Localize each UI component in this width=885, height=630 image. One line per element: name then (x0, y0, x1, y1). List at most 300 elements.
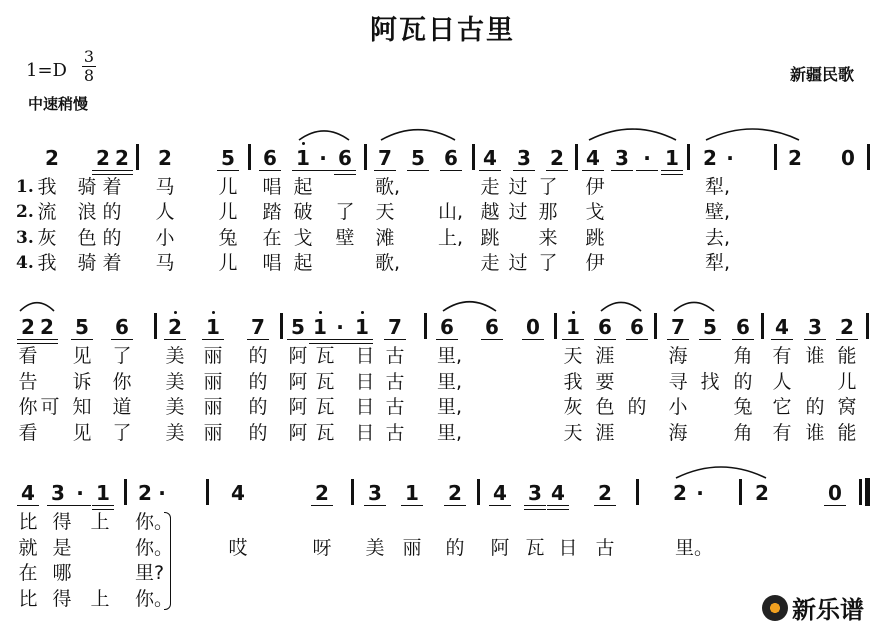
lyric: 寻 (668, 371, 688, 393)
octave-dot (302, 142, 305, 145)
lyric: 美 (165, 345, 185, 367)
lyric: 涯 (595, 422, 615, 444)
refrain-lyric: 哎 (228, 537, 248, 559)
underline (489, 505, 511, 506)
lyric: 犁, (705, 252, 731, 274)
lyric: 你 (18, 396, 38, 418)
underline (836, 339, 858, 340)
augmentation-dot: · (696, 481, 704, 505)
lyric: 的 (805, 396, 825, 418)
lyric: 浪 (77, 201, 97, 223)
underline (374, 170, 396, 171)
logo-text: 新乐谱 (792, 596, 864, 624)
refrain-lyric: 瓦 (525, 537, 545, 559)
lyric: 天 (563, 422, 583, 444)
refrain-lyric: 古 (595, 537, 615, 559)
note: 6 (444, 146, 458, 170)
note: 4 (493, 481, 507, 505)
lyric: 儿 (837, 371, 857, 393)
underline (111, 174, 133, 175)
slur (381, 130, 455, 140)
barline (154, 313, 157, 339)
note: 4 (231, 481, 245, 505)
note: 2 (138, 481, 152, 505)
lyric: 见 (72, 345, 92, 367)
lyric: 美 (165, 371, 185, 393)
underline (401, 505, 423, 506)
lyric: 山, (438, 201, 464, 223)
note: 1 (206, 315, 220, 339)
barline (636, 479, 639, 505)
lyric: 我 (37, 252, 57, 274)
underline (92, 509, 114, 510)
lyric: 瓦 (315, 371, 335, 393)
underline (611, 170, 633, 171)
lyric: 有 (772, 422, 792, 444)
underline (202, 339, 224, 340)
lyric: 得 (52, 588, 72, 610)
lyric: 着 (102, 176, 122, 198)
lyric: 伊 (585, 176, 605, 198)
underline (804, 339, 826, 340)
barline (739, 479, 742, 505)
lyric: 的 (248, 345, 268, 367)
note: 2 (96, 146, 110, 170)
lyric: 道 (112, 396, 132, 418)
underline (636, 170, 658, 171)
underline (111, 339, 133, 340)
lyric: 海 (668, 345, 688, 367)
lyric: 日 (355, 371, 375, 393)
note: 0 (841, 146, 855, 170)
lyric: 壁, (705, 201, 731, 223)
slur (676, 467, 766, 478)
lyric: 踏 (262, 201, 282, 223)
lyric: 你 (112, 371, 132, 393)
note: 1 (566, 315, 580, 339)
barline (364, 144, 367, 170)
note: 3 (808, 315, 822, 339)
slur (443, 302, 496, 311)
lyric: 小 (668, 396, 688, 418)
slur (589, 129, 676, 140)
slur (20, 303, 54, 311)
lyric: 跳 (480, 227, 500, 249)
lyric: 骑 (77, 176, 97, 198)
underline (351, 339, 373, 340)
lyric: 里, (437, 422, 463, 444)
lyric: 戈 (293, 227, 313, 249)
lyric: 古 (385, 345, 405, 367)
lyric: 阿 (288, 396, 308, 418)
refrain-lyric: 阿 (490, 537, 510, 559)
verse-bracket (164, 512, 171, 610)
verse-number: 4. (16, 253, 34, 273)
lyric: 能 (837, 422, 857, 444)
lyric: 儿 (218, 201, 238, 223)
underline (562, 339, 584, 340)
augmentation-dot: · (76, 481, 84, 505)
lyric: 越 (480, 201, 500, 223)
lyric: 比 (18, 511, 38, 533)
lyric: 美 (165, 422, 185, 444)
lyric: 走 (480, 252, 500, 274)
lyric: 过 (508, 201, 528, 223)
lyric: 古 (385, 422, 405, 444)
octave-dot (361, 311, 364, 314)
lyric: 流 (37, 201, 57, 223)
note: 6 (440, 315, 454, 339)
underline (479, 170, 501, 171)
lyric: 上 (90, 511, 110, 533)
note: 2 (115, 146, 129, 170)
underline (36, 339, 58, 340)
underline (111, 170, 133, 171)
note: 6 (630, 315, 644, 339)
lyric: 里, (437, 345, 463, 367)
underline (287, 339, 309, 340)
underline (444, 505, 466, 506)
key-signature: 1=D (26, 60, 67, 81)
underline (407, 170, 429, 171)
note: 5 (221, 146, 235, 170)
slur (706, 129, 799, 140)
lyric: 上, (438, 227, 464, 249)
lyric: 的 (248, 422, 268, 444)
lyric: 日 (355, 422, 375, 444)
note: 2 (840, 315, 854, 339)
underline (71, 339, 93, 340)
octave-dot (174, 311, 177, 314)
lyric: 歌, (375, 176, 401, 198)
lyric: 小 (155, 227, 175, 249)
barline (472, 144, 475, 170)
lyric: 了 (112, 345, 132, 367)
underline (547, 505, 569, 506)
lyric: 歌, (375, 252, 401, 274)
augmentation-dot: · (158, 481, 166, 505)
refrain-lyric: 呀 (312, 537, 332, 559)
lyric: 阿 (288, 422, 308, 444)
note: 1 (355, 315, 369, 339)
lyric: 儿 (218, 252, 238, 274)
underline (546, 170, 568, 171)
song-origin: 新疆民歌 (790, 65, 855, 84)
underline (292, 170, 314, 171)
lyric: 角 (733, 345, 753, 367)
underline (329, 343, 351, 344)
lyric: 的 (248, 396, 268, 418)
refrain-lyric: 的 (445, 537, 465, 559)
slur (601, 302, 641, 311)
lyric: 你。 (135, 537, 174, 559)
note: 2 (550, 146, 564, 170)
refrain-lyric: 美 (365, 537, 385, 559)
note: 6 (338, 146, 352, 170)
note: 4 (775, 315, 789, 339)
barline (124, 479, 127, 505)
underline (771, 339, 793, 340)
barline (687, 144, 690, 170)
lyric: 谁 (805, 345, 825, 367)
note: 7 (251, 315, 265, 339)
underline (626, 339, 648, 340)
lyric: 骑 (77, 252, 97, 274)
time-numerator: 3 (83, 47, 95, 66)
octave-dot (212, 311, 215, 314)
barline (554, 313, 557, 339)
lyric: 起 (293, 252, 313, 274)
final-barline-thick (865, 478, 870, 506)
underline (661, 170, 683, 171)
lyric: 丽 (203, 396, 223, 418)
lyric: 就 (18, 537, 38, 559)
barline (654, 313, 657, 339)
underline (594, 505, 616, 506)
underline (522, 339, 544, 340)
lyric: 日 (355, 345, 375, 367)
underline (247, 339, 269, 340)
lyric: 它 (772, 396, 792, 418)
lyric: 比 (18, 588, 38, 610)
note: 1 (96, 481, 110, 505)
lyric: 丽 (203, 345, 223, 367)
lyric: 那 (538, 201, 558, 223)
lyric: 见 (72, 422, 92, 444)
tempo-marking: 中速稍慢 (28, 95, 89, 113)
lyric: 窝 (837, 396, 857, 418)
verse-number: 1. (16, 177, 34, 197)
lyric: 知 (72, 396, 92, 418)
underline (351, 343, 373, 344)
barline (136, 144, 139, 170)
underline (329, 339, 351, 340)
note: 7 (671, 315, 685, 339)
lyric: 诉 (72, 371, 92, 393)
lyric: 了 (538, 176, 558, 198)
note: 2 (158, 146, 172, 170)
barline (280, 313, 283, 339)
lyric: 破 (293, 201, 313, 223)
lyric: 了 (538, 252, 558, 274)
lyric: 滩 (375, 227, 395, 249)
lyric: 阿 (288, 345, 308, 367)
lyric: 兔 (218, 227, 238, 249)
underline (217, 170, 239, 171)
note: 3 (528, 481, 542, 505)
lyric: 看 (18, 422, 38, 444)
lyric: 要 (595, 371, 615, 393)
augmentation-dot: · (643, 146, 651, 170)
note: 0 (828, 481, 842, 505)
lyric: 起 (293, 176, 313, 198)
octave-dot (319, 311, 322, 314)
underline (661, 174, 683, 175)
note: 4 (483, 146, 497, 170)
logo (762, 590, 864, 625)
song-title: 阿瓦日古里 (370, 15, 515, 46)
underline (334, 174, 356, 175)
lyric: 美 (165, 396, 185, 418)
lyric: 里? (135, 562, 165, 584)
note: 6 (115, 315, 129, 339)
lyric: 瓦 (315, 422, 335, 444)
lyric: 的 (248, 371, 268, 393)
note: 4 (551, 481, 565, 505)
lyric: 里, (437, 396, 463, 418)
underline (594, 339, 616, 340)
lyric: 伊 (585, 252, 605, 274)
slur (299, 131, 349, 140)
lyric: 去, (705, 227, 731, 249)
barline (761, 313, 764, 339)
lyric: 可 (40, 396, 60, 418)
lyric: 的 (102, 227, 122, 249)
lyric: 古 (385, 371, 405, 393)
underline (547, 509, 569, 510)
note: 4 (586, 146, 600, 170)
barline (477, 479, 480, 505)
note: 5 (75, 315, 89, 339)
note: 7 (378, 146, 392, 170)
lyric: 丽 (203, 422, 223, 444)
lyric: 瓦 (315, 396, 335, 418)
note: 5 (703, 315, 717, 339)
lyric: 看 (18, 345, 38, 367)
underline (36, 343, 58, 344)
note: 2 (45, 146, 59, 170)
lyric: 的 (627, 396, 647, 418)
underline (481, 339, 503, 340)
note: 5 (291, 315, 305, 339)
lyric: 天 (563, 345, 583, 367)
refrain-lyric: 丽 (402, 537, 422, 559)
underline (364, 505, 386, 506)
underline (732, 339, 754, 340)
underline (436, 339, 458, 340)
lyric: 天 (375, 201, 395, 223)
note: 7 (388, 315, 402, 339)
barline (866, 313, 869, 339)
lyric: 角 (733, 422, 753, 444)
barline (248, 144, 251, 170)
lyric: 谁 (805, 422, 825, 444)
underline (164, 339, 186, 340)
note: 1 (665, 146, 679, 170)
lyric: 能 (837, 345, 857, 367)
barline (575, 144, 578, 170)
barline (206, 479, 209, 505)
note: 2 (40, 315, 54, 339)
note: 3 (615, 146, 629, 170)
lyric: 着 (102, 252, 122, 274)
lyric: 走 (480, 176, 500, 198)
lyric: 丽 (203, 371, 223, 393)
note: 3 (51, 481, 65, 505)
lyric: 哪 (52, 562, 72, 584)
lyric: 是 (52, 537, 72, 559)
lyric: 儿 (218, 176, 238, 198)
note: 3 (517, 146, 531, 170)
augmentation-dot: · (336, 315, 344, 339)
verse-number: 3. (16, 228, 34, 248)
lyric: 瓦 (315, 345, 335, 367)
octave-dot (572, 311, 575, 314)
lyric: 灰 (563, 396, 583, 418)
lyric: 得 (52, 511, 72, 533)
lyric: 告 (18, 371, 38, 393)
note: 2 (673, 481, 687, 505)
lyric: 唱 (262, 176, 282, 198)
note: 5 (411, 146, 425, 170)
underline (259, 170, 281, 171)
note: 6 (598, 315, 612, 339)
underline (524, 509, 546, 510)
lyric: 戈 (585, 201, 605, 223)
slur (674, 302, 714, 311)
note: 2 (448, 481, 462, 505)
underline (309, 343, 331, 344)
lyric: 人 (772, 371, 792, 393)
note: 2 (598, 481, 612, 505)
lyric: 日 (355, 396, 375, 418)
lyric: 我 (563, 371, 583, 393)
lyric: 在 (18, 562, 38, 584)
lyric: 过 (508, 252, 528, 274)
underline (47, 505, 69, 506)
underline (309, 339, 331, 340)
lyric: 在 (262, 227, 282, 249)
underline (699, 339, 721, 340)
augmentation-dot: · (726, 146, 734, 170)
lyric: 灰 (37, 227, 57, 249)
lyric: 涯 (595, 345, 615, 367)
underline (582, 170, 604, 171)
lyric: 的 (733, 371, 753, 393)
lyric: 找 (700, 371, 720, 393)
lyric: 色 (595, 396, 615, 418)
lyric: 海 (668, 422, 688, 444)
barline (774, 144, 777, 170)
note: 0 (526, 315, 540, 339)
note: 6 (263, 146, 277, 170)
record-icon (762, 595, 788, 621)
lyric: 了 (335, 201, 355, 223)
note: 1 (296, 146, 310, 170)
note: 2 (315, 481, 329, 505)
lyric: 犁, (705, 176, 731, 198)
underline (524, 505, 546, 506)
underline (69, 505, 91, 506)
note: 6 (736, 315, 750, 339)
note: 1 (405, 481, 419, 505)
underline (384, 339, 406, 340)
lyric: 马 (155, 252, 175, 274)
note: 1 (313, 315, 327, 339)
underline (440, 170, 462, 171)
barline (424, 313, 427, 339)
lyric: 古 (385, 396, 405, 418)
underline (311, 505, 333, 506)
final-barline-thin (859, 479, 862, 505)
verse-number: 2. (16, 202, 34, 222)
lyric: 里, (437, 371, 463, 393)
augmentation-dot: · (319, 146, 327, 170)
lyric: 兔 (733, 396, 753, 418)
note: 4 (21, 481, 35, 505)
time-denominator: 8 (83, 66, 95, 85)
underline (334, 170, 356, 171)
